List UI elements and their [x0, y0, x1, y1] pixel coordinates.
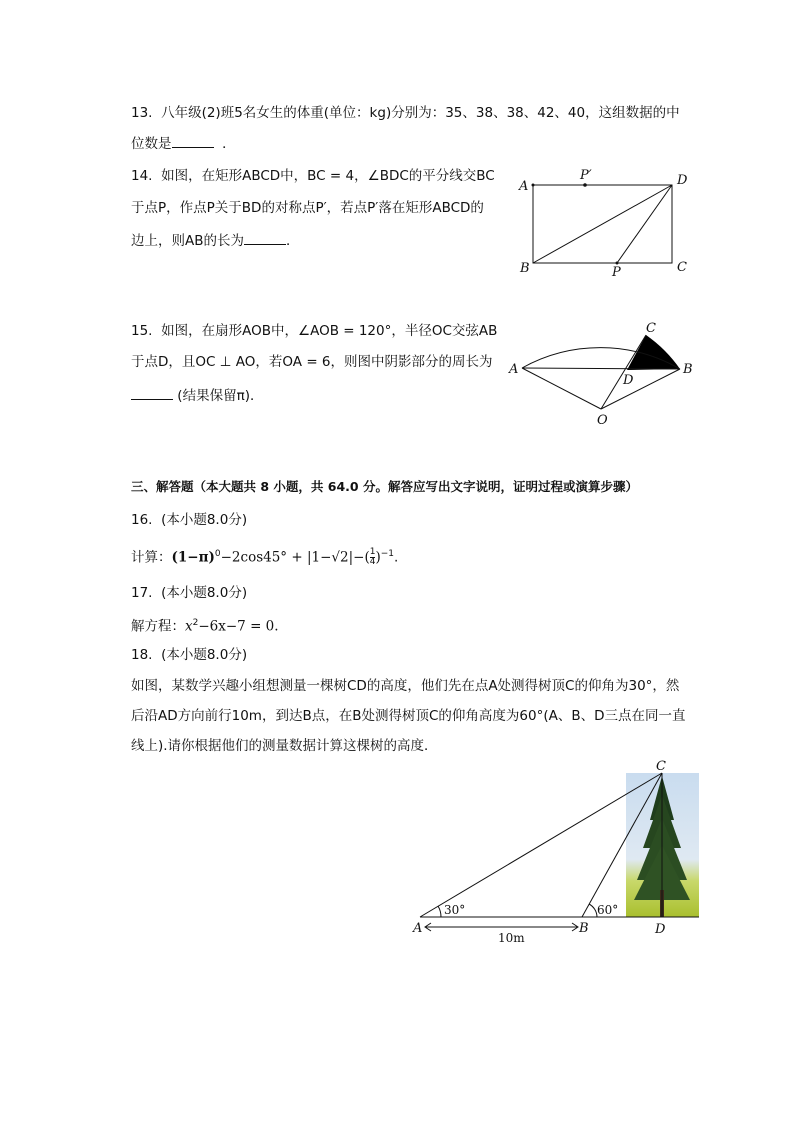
- q16-number: 16.: [131, 512, 153, 528]
- q15-text-1: 如图，在扇形AOB中，∠AOB = 120°，半径OC交弦AB: [161, 323, 498, 339]
- q18-points: (本小题8.0分): [161, 647, 248, 663]
- q17-points: (本小题8.0分): [161, 585, 248, 601]
- q18-line1: 如图，某数学兴趣小组想测量一棵树CD的高度，他们先在点A处测得树顶C的仰角为30°，然: [131, 678, 680, 694]
- q14-label-p: P: [612, 265, 621, 280]
- q17-prefix: 解方程：: [131, 618, 185, 635]
- q13-text-cont: 位数是: [131, 136, 172, 152]
- q15-number: 15.: [131, 323, 153, 339]
- q15-label-b: B: [683, 362, 693, 377]
- q15-label-d: D: [623, 373, 634, 388]
- q18-label-d: D: [655, 922, 666, 937]
- q14-text-1: 如图，在矩形ABCD中，BC = 4，∠BDC的平分线交BC: [161, 168, 495, 184]
- q14-period: ．: [286, 233, 300, 249]
- q18-angle-arc-a: [438, 906, 441, 917]
- q17-eq-x: x: [185, 618, 193, 635]
- q14-number: 14.: [131, 168, 153, 184]
- q18-distance-label: 10m: [498, 931, 525, 945]
- q17-number: 17.: [131, 585, 153, 601]
- q18-line2: 后沿AD方向前行10m，到达B点，在B处测得树顶C的仰角高度为60°(A、B、D三点在同一直: [131, 708, 686, 724]
- q16-expr-b: −2cos45° + |1−√2|−(: [220, 549, 370, 566]
- q17-eq-square: 2: [192, 618, 199, 628]
- q16-expr-a: (1−π): [171, 549, 215, 566]
- q14-label-d: D: [677, 173, 688, 188]
- q18-number: 18.: [131, 647, 153, 663]
- q17-eq-rest: −6x−7 = 0.: [198, 618, 279, 635]
- q18-line-ac: [420, 773, 662, 917]
- q15-label-c: C: [646, 321, 656, 336]
- q16-end: .: [394, 549, 399, 566]
- q18-angle-60: 60°: [597, 903, 619, 917]
- q18-label-a: A: [413, 921, 423, 936]
- q14-label-p-prime: P′: [580, 168, 592, 183]
- q15-text-3: (结果保留π)．: [177, 388, 264, 404]
- q18-angle-arc-b: [589, 904, 597, 917]
- q14-label-b: B: [520, 261, 530, 276]
- q16-exp-neg-one: −1: [380, 549, 395, 559]
- q15-label-o: O: [597, 413, 608, 428]
- q13-text: 八年级(2)班5名女生的体重(单位：kg)分别为：35、38、38、42、40，这组数据的中: [161, 105, 680, 121]
- q16-prefix: 计算：: [131, 549, 172, 566]
- q18-label-b: B: [579, 921, 589, 936]
- q14-text-3: 边上，则AB的长为: [131, 233, 244, 249]
- q16-expr-c: ): [375, 549, 381, 566]
- q16-frac-numerator: 1: [369, 547, 376, 557]
- q14-text-2: 于点P，作点P关于BD的对称点P′，若点P′落在矩形ABCD的: [131, 200, 484, 216]
- section-3-heading: 三、解答题（本大题共 8 小题，共 64.0 分。解答应写出文字说明，证明过程或演算步骤）: [131, 479, 638, 494]
- q13-number: 13.: [131, 105, 153, 121]
- q13-period: ．: [222, 136, 236, 152]
- q18-line3: 线上).请你根据他们的测量数据计算这棵树的高度．: [131, 738, 438, 754]
- q18-label-c: C: [656, 759, 666, 774]
- q15-text-2: 于点D，且OC ⊥ AO，若OA = 6，则图中阴影部分的周长为: [131, 354, 493, 370]
- q16-points: (本小题8.0分): [161, 512, 248, 528]
- q18-angle-30: 30°: [444, 903, 466, 917]
- q16-exp-zero: 0: [214, 549, 221, 559]
- q16-frac-denominator: 4: [369, 557, 376, 567]
- q14-label-c: C: [677, 260, 687, 275]
- q15-label-a: A: [509, 362, 519, 377]
- q14-label-a: A: [519, 179, 529, 194]
